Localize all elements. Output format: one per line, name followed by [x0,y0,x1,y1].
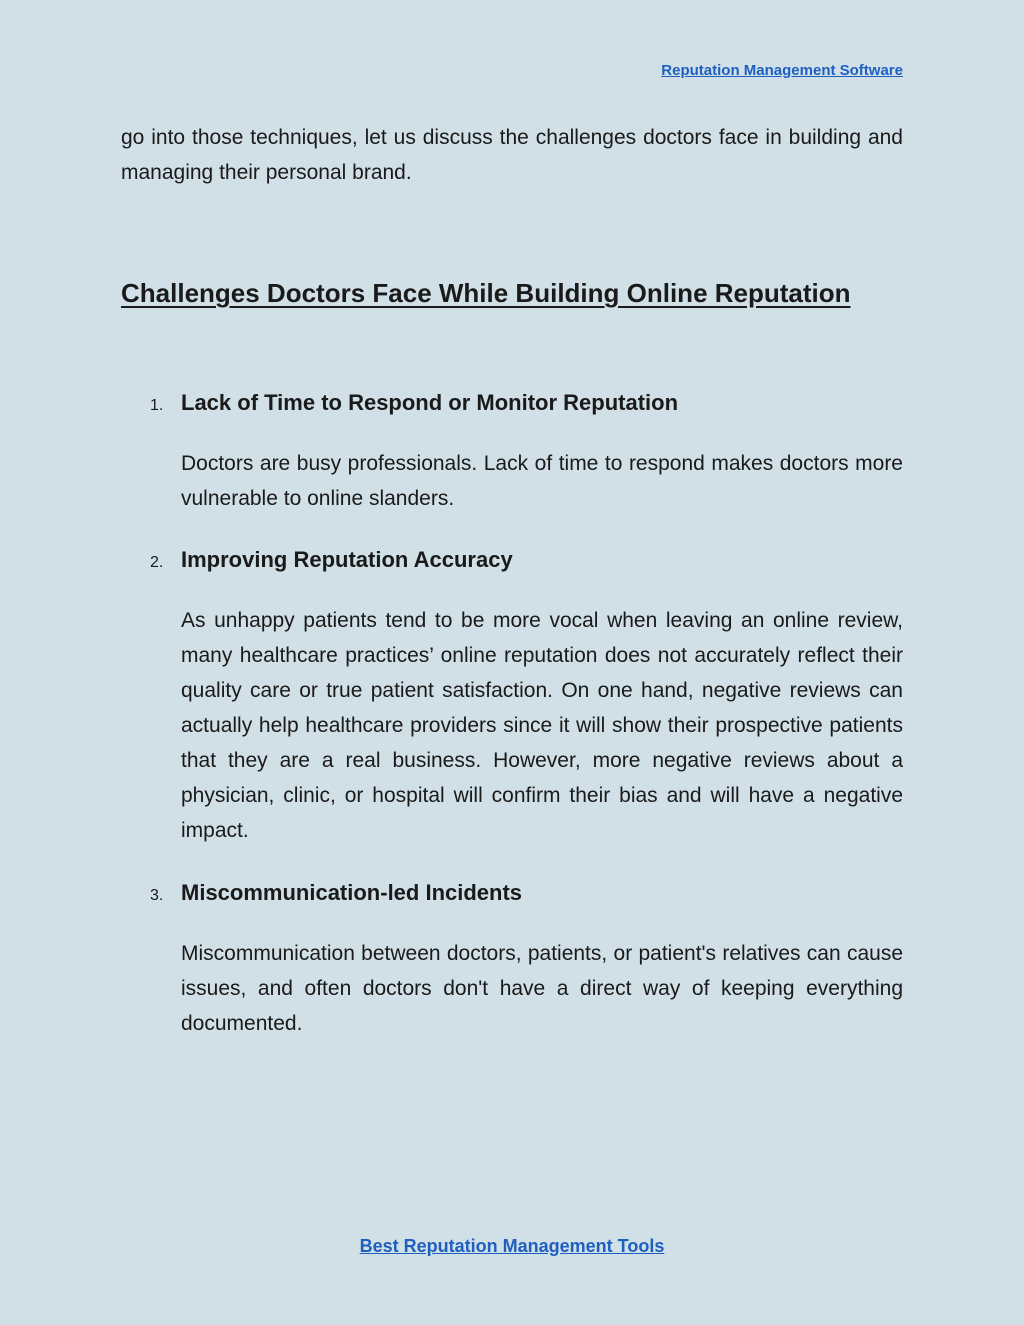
header-link-reputation-management-software[interactable]: Reputation Management Software [661,62,903,79]
list-item-heading: Miscommunication-led Incidents [181,880,523,905]
section-title: Challenges Doctors Face While Building Online Reputation [121,278,851,308]
list-item-body: As unhappy patients tend to be more vocal when leaving an online review, many healthcare practices’ online reputation does not accurately reflect their quality care or true patient satisfaction. On one hand, negative reviews can actually help healthcare providers since it will show their prospective patients that they are a real business. However, more negative reviews about a physician, clinic, or hospital will confirm their bias and will have a negative impact. [181,609,903,842]
list-item-body: Doctors are busy professionals. Lack of time to respond makes doctors more vulnerable to online slanders. [181,452,903,510]
list-item-heading: Improving Reputation Accuracy [181,547,513,572]
footer-link-best-reputation-management-tools[interactable]: Best Reputation Management Tools [359,1236,665,1256]
list-item-body: Miscommunication between doctors, patients, or patient's relatives can cause issues, and often doctors don't have a direct way of keeping everything documented. [181,942,903,1035]
list-item-heading: Lack of Time to Respond or Monitor Reputation [181,390,679,415]
list-item-number: 2. [150,554,164,571]
list-item-number: 1. [150,397,164,414]
intro-paragraph: go into those techniques, let us discuss the challenges doctors face in building and managing their personal brand. [121,126,903,184]
list-item-number: 3. [150,887,164,904]
